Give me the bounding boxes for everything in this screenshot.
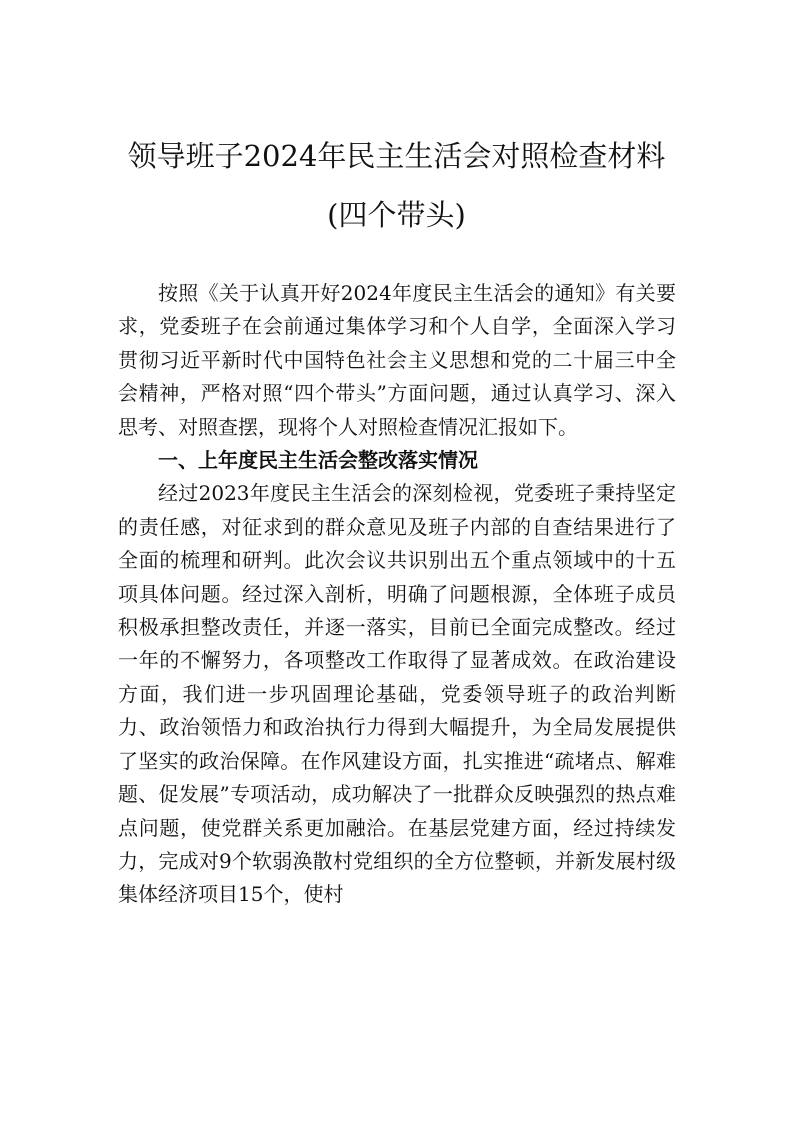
document-title: 领导班子2024年民主生活会对照检查材料 [127,139,666,173]
intro-paragraph: 按照《关于认真开好2024年度民主生活会的通知》有关要求，党委班子在会前通过集体学习和个人自学，全面深入学习贯彻习近平新时代中国特色社会主义思想和党的二十届三中全会精神，严格对照“四个带头”方面问题，通过认真学习、深入思考、对照查摆，现将个人对照检查情况汇报如下。 [118,281,676,439]
section-paragraph: 经过2023年度民主生活会的深刻检视，党委班子秉持坚定的责任感，对征求到的群众意见及班子内部的自查结果进行了全面的梳理和研判。此次会议共识别出五个重点领域中的十五项具体问题。经过深入剖析，明确了问题根源，全体班子成员积极承担整改责任，并逐一落实，目前已全面完成整改。经过一年的不懈努力，各项整改工作取得了显著成效。在政治建设方面，我们进一步巩固理论基础，党委领导班子的政治判断力、政治领悟力和政治执行力得到大幅提升，为全局发展提供了坚实的政治保障。在作风建设方面，扎实推进“疏堵点、解难题、促发展”专项活动，成功解决了一批群众反映强烈的热点难点问题，使党群关系更加融洽。在基层党建方面，经过持续发力，完成对9个软弱涣散村党组织的全方位整顿，并新发展村级集体经济项目15个，使村 [118,481,676,907]
document-body [118,277,676,912]
document-subtitle: (四个带头) [327,198,466,232]
section-heading: 一、上年度民主生活会整改落实情况 [158,448,478,473]
